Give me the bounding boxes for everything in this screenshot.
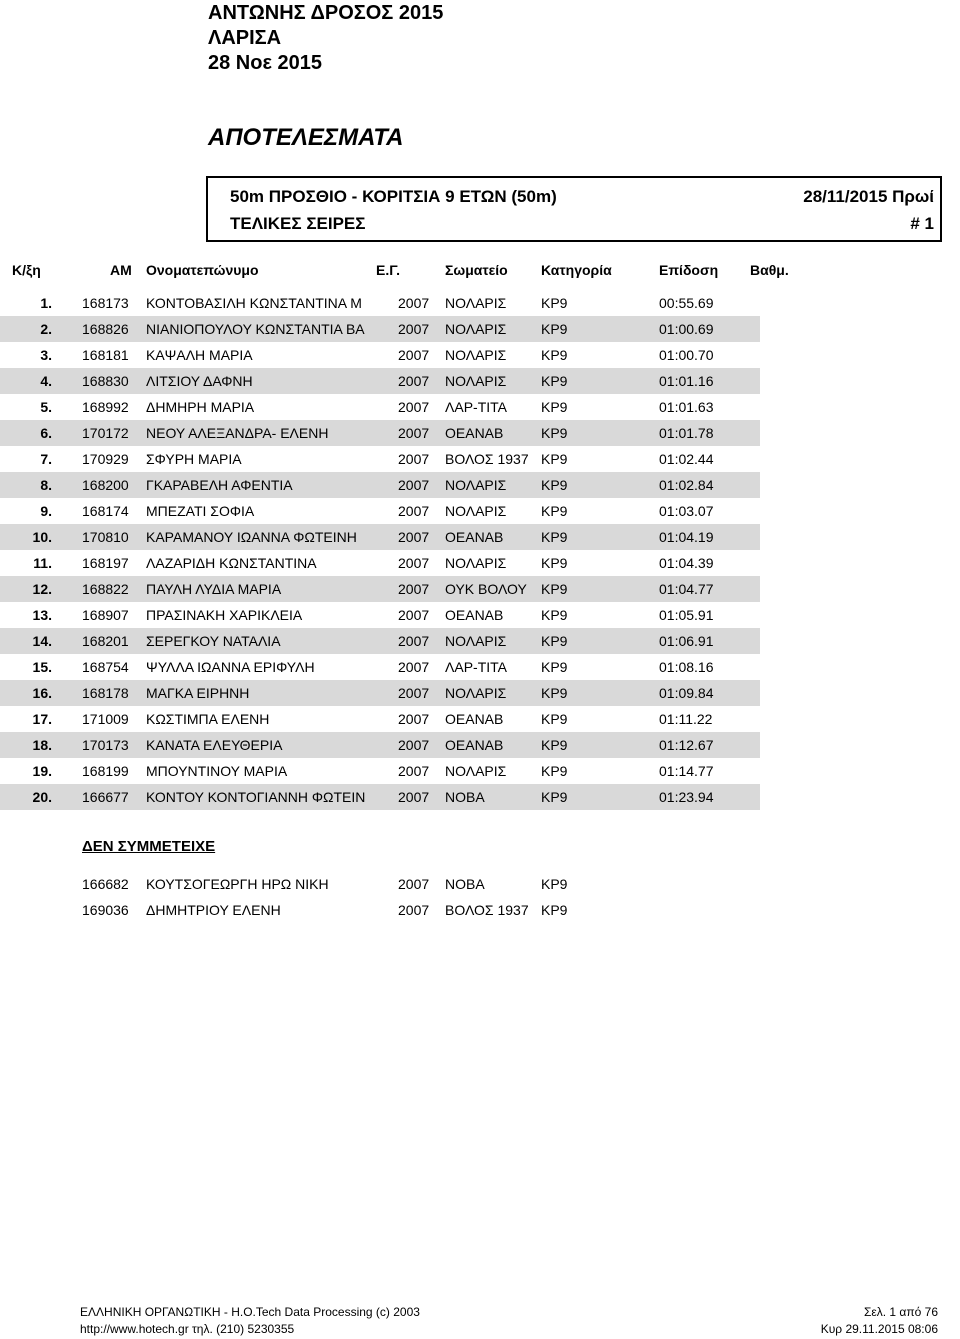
- cell-year: 2007: [398, 659, 430, 675]
- cell-time: 01:04.77: [659, 581, 714, 597]
- dns-row: [0, 897, 960, 923]
- cell-name: ΚΟΥΤΣΟΓΕΩΡΓΗ ΗΡΩ ΝΙΚΗ: [146, 876, 329, 892]
- header-year: Ε.Γ.: [376, 262, 400, 278]
- cell-year: 2007: [398, 876, 430, 892]
- cell-club: ΒΟΛΟΣ 1937: [445, 451, 529, 467]
- cell-cat: ΚΡ9: [541, 763, 568, 779]
- table-row: [0, 654, 960, 680]
- cell-rank: 14.: [32, 633, 52, 649]
- cell-year: 2007: [398, 902, 430, 918]
- table-row: [0, 784, 760, 810]
- cell-name: ΛΙΤΣΙΟΥ ΔΑΦΝΗ: [146, 373, 253, 389]
- cell-time: 01:04.19: [659, 529, 714, 545]
- cell-time: 01:03.07: [659, 503, 714, 519]
- cell-time: 01:02.84: [659, 477, 714, 493]
- cell-cat: ΚΡ9: [541, 711, 568, 727]
- cell-name: ΚΟΝΤΟΒΑΣΙΛΗ ΚΩΝΣΤΑΝΤΙΝΑ Μ: [146, 295, 362, 311]
- table-row: [0, 576, 760, 602]
- cell-am: 168174: [82, 503, 129, 519]
- cell-cat: ΚΡ9: [541, 659, 568, 675]
- cell-name: ΚΑΝΑΤΑ ΕΛΕΥΘΕΡΙΑ: [146, 737, 283, 753]
- cell-cat: ΚΡ9: [541, 876, 568, 892]
- header-points: Βαθμ.: [750, 262, 789, 278]
- cell-am: 168992: [82, 399, 129, 415]
- cell-am: 166677: [82, 789, 129, 805]
- cell-am: 170929: [82, 451, 129, 467]
- cell-club: ΟΕΑΝΑΒ: [445, 425, 504, 441]
- cell-year: 2007: [398, 607, 430, 623]
- cell-name: ΜΠΟΥΝΤΙΝΟΥ ΜΑΡΙΑ: [146, 763, 288, 779]
- cell-club: ΝΟΒΑ: [445, 789, 485, 805]
- cell-rank: 12.: [32, 581, 52, 597]
- cell-time: 01:23.94: [659, 789, 714, 805]
- event-round: ΤΕΛΙΚΕΣ ΣΕΙΡΕΣ: [230, 214, 366, 233]
- cell-rank: 4.: [40, 373, 52, 389]
- header-time: Επίδοση: [659, 262, 719, 278]
- event-name: 50m ΠΡΟΣΘΙΟ - ΚΟΡΙΤΣΙΑ 9 ΕΤΩΝ (50m): [230, 187, 557, 206]
- cell-year: 2007: [398, 295, 430, 311]
- cell-time: 01:04.39: [659, 555, 714, 571]
- cell-name: ΜΠΕΖΑΤΙ ΣΟΦΙΑ: [146, 503, 255, 519]
- cell-time: 01:02.44: [659, 451, 714, 467]
- cell-rank: 6.: [40, 425, 52, 441]
- cell-rank: 10.: [32, 529, 52, 545]
- cell-am: 168181: [82, 347, 129, 363]
- footer-org: ΕΛΛΗΝΙΚΗ ΟΡΓΑΝΩΤΙΚΗ - Η.Ο.Tech Data Processing (c) 2003: [80, 1305, 420, 1319]
- table-row: [0, 316, 760, 342]
- cell-club: ΝΟΛΑΡΙΣ: [445, 295, 507, 311]
- cell-am: 168826: [82, 321, 129, 337]
- cell-name: ΜΑΓΚΑ ΕΙΡΗΝΗ: [146, 685, 250, 701]
- cell-year: 2007: [398, 373, 430, 389]
- cell-rank: 5.: [40, 399, 52, 415]
- table-row: [0, 498, 960, 524]
- cell-year: 2007: [398, 451, 430, 467]
- table-row: [0, 550, 960, 576]
- cell-name: ΣΕΡΕΓΚΟΥ ΝΑΤΑΛΙΑ: [146, 633, 281, 649]
- footer-web: http://www.hotech.gr τηλ. (210) 5230355: [80, 1322, 295, 1336]
- cell-cat: ΚΡ9: [541, 607, 568, 623]
- cell-name: ΝΙΑΝΙΟΠΟΥΛΟΥ ΚΩΝΣΤΑΝΤΙΑ ΒΑ: [146, 321, 365, 337]
- cell-year: 2007: [398, 503, 430, 519]
- cell-year: 2007: [398, 425, 430, 441]
- cell-club: ΟΕΑΝΑΒ: [445, 737, 504, 753]
- cell-club: ΝΟΛΑΡΙΣ: [445, 321, 507, 337]
- cell-am: 168754: [82, 659, 129, 675]
- cell-rank: 17.: [32, 711, 52, 727]
- table-row: [0, 732, 760, 758]
- cell-rank: 20.: [32, 789, 52, 805]
- cell-year: 2007: [398, 477, 430, 493]
- table-row: [0, 602, 960, 628]
- cell-cat: ΚΡ9: [541, 685, 568, 701]
- cell-club: ΝΟΛΑΡΙΣ: [445, 633, 507, 649]
- cell-name: ΚΑΨΑΛΗ ΜΑΡΙΑ: [146, 347, 253, 363]
- cell-time: 00:55.69: [659, 295, 714, 311]
- cell-am: 168907: [82, 607, 129, 623]
- event-number: # 1: [910, 214, 934, 233]
- cell-cat: ΚΡ9: [541, 477, 568, 493]
- cell-time: 01:01.16: [659, 373, 714, 389]
- cell-year: 2007: [398, 529, 430, 545]
- cell-rank: 8.: [40, 477, 52, 493]
- table-row: [0, 368, 760, 394]
- header-club: Σωματείο: [445, 262, 508, 278]
- header-rank: Κ/ξη: [12, 262, 41, 278]
- cell-cat: ΚΡ9: [541, 902, 568, 918]
- cell-year: 2007: [398, 399, 430, 415]
- cell-year: 2007: [398, 633, 430, 649]
- table-row: [0, 420, 760, 446]
- header-name: Ονοματεπώνυμο: [146, 262, 259, 278]
- table-row: [0, 446, 960, 472]
- cell-cat: ΚΡ9: [541, 295, 568, 311]
- cell-name: ΔΗΜΗΤΡΙΟΥ ΕΛΕΝΗ: [146, 902, 281, 918]
- cell-am: 170173: [82, 737, 129, 753]
- cell-rank: 13.: [32, 607, 52, 623]
- table-row: [0, 628, 760, 654]
- cell-time: 01:09.84: [659, 685, 714, 701]
- header-category: Κατηγορία: [541, 262, 612, 278]
- cell-am: 168199: [82, 763, 129, 779]
- cell-name: ΓΚΑΡΑΒΕΛΗ ΑΦΕΝΤΙΑ: [146, 477, 293, 493]
- dns-row: [0, 871, 960, 897]
- cell-year: 2007: [398, 711, 430, 727]
- meet-name: ΑΝΤΩΝΗΣ ΔΡΟΣΟΣ 2015: [208, 2, 444, 24]
- cell-year: 2007: [398, 581, 430, 597]
- footer-page: Σελ. 1 από 76: [863, 1305, 938, 1319]
- cell-rank: 11.: [33, 555, 52, 571]
- cell-cat: ΚΡ9: [541, 399, 568, 415]
- cell-am: 168178: [82, 685, 129, 701]
- cell-am: 168201: [82, 633, 129, 649]
- page-title: ΑΠΟΤΕΛΕΣΜΑΤΑ: [208, 124, 404, 151]
- cell-club: ΒΟΛΟΣ 1937: [445, 902, 529, 918]
- cell-club: ΝΟΛΑΡΙΣ: [445, 555, 507, 571]
- cell-name: ΠΑΥΛΗ ΛΥΔΙΑ ΜΑΡΙΑ: [146, 581, 282, 597]
- cell-cat: ΚΡ9: [541, 321, 568, 337]
- cell-club: ΛΑΡ-ΤΙΤΑ: [445, 659, 507, 675]
- cell-name: ΔΗΜΗΡΗ ΜΑΡΙΑ: [146, 399, 255, 415]
- cell-rank: 15.: [32, 659, 52, 675]
- cell-time: 01:11.22: [659, 711, 713, 727]
- header-am: ΑΜ: [110, 262, 132, 278]
- cell-rank: 2.: [40, 321, 52, 337]
- cell-cat: ΚΡ9: [541, 789, 568, 805]
- cell-year: 2007: [398, 555, 430, 571]
- cell-year: 2007: [398, 789, 430, 805]
- cell-am: 166682: [82, 876, 129, 892]
- cell-club: ΝΟΛΑΡΙΣ: [445, 347, 507, 363]
- table-row: [0, 472, 760, 498]
- table-row: [0, 290, 960, 316]
- cell-am: 168830: [82, 373, 129, 389]
- cell-club: ΝΟΛΑΡΙΣ: [445, 685, 507, 701]
- table-row: [0, 394, 960, 420]
- cell-club: ΝΟΛΑΡΙΣ: [445, 477, 507, 493]
- cell-cat: ΚΡ9: [541, 451, 568, 467]
- cell-name: ΚΑΡΑΜΑΝΟΥ ΙΩΑΝΝΑ ΦΩΤΕΙΝΗ: [146, 529, 357, 545]
- cell-name: ΨΥΛΛΑ ΙΩΑΝΝΑ ΕΡΙΦΥΛΗ: [146, 659, 315, 675]
- cell-am: 168197: [82, 555, 129, 571]
- cell-name: ΝΕΟΥ ΑΛΕΞΑΝΔΡΑ- ΕΛΕΝΗ: [146, 425, 329, 441]
- table-row: [0, 706, 960, 732]
- cell-rank: 7.: [40, 451, 52, 467]
- event-datetime: 28/11/2015 Πρωί: [803, 187, 934, 206]
- cell-time: 01:06.91: [659, 633, 714, 649]
- cell-time: 01:00.70: [659, 347, 714, 363]
- cell-cat: ΚΡ9: [541, 347, 568, 363]
- cell-time: 01:00.69: [659, 321, 714, 337]
- cell-cat: ΚΡ9: [541, 503, 568, 519]
- cell-name: ΚΩΣΤΙΜΠΑ ΕΛΕΝΗ: [146, 711, 270, 727]
- footer-printed: Κυρ 29.11.2015 08:06: [820, 1322, 938, 1336]
- cell-rank: 16.: [32, 685, 52, 701]
- cell-am: 171009: [82, 711, 129, 727]
- cell-club: ΟΕΑΝΑΒ: [445, 711, 504, 727]
- cell-time: 01:08.16: [659, 659, 714, 675]
- cell-club: ΟΕΑΝΑΒ: [445, 607, 504, 623]
- cell-cat: ΚΡ9: [541, 581, 568, 597]
- table-row: [0, 758, 960, 784]
- cell-cat: ΚΡ9: [541, 633, 568, 649]
- cell-club: ΟΥΚ ΒΟΛΟΥ: [445, 581, 527, 597]
- cell-time: 01:01.78: [659, 425, 714, 441]
- cell-am: 170810: [82, 529, 129, 545]
- cell-cat: ΚΡ9: [541, 425, 568, 441]
- cell-cat: ΚΡ9: [541, 737, 568, 753]
- cell-am: 169036: [82, 902, 129, 918]
- cell-cat: ΚΡ9: [541, 373, 568, 389]
- cell-name: ΛΑΖΑΡΙΔΗ ΚΩΝΣΤΑΝΤΙΝΑ: [146, 555, 317, 571]
- cell-am: 170172: [82, 425, 129, 441]
- table-row: [0, 524, 760, 550]
- cell-club: ΝΟΛΑΡΙΣ: [445, 373, 507, 389]
- cell-club: ΝΟΛΑΡΙΣ: [445, 763, 507, 779]
- cell-year: 2007: [398, 737, 430, 753]
- dns-heading: ΔΕΝ ΣΥΜΜΕΤΕΙΧΕ: [82, 838, 216, 855]
- cell-time: 01:12.67: [659, 737, 714, 753]
- cell-name: ΚΟΝΤΟΥ ΚΟΝΤΟΓΙΑΝΝΗ ΦΩΤΕΙΝ: [146, 789, 366, 805]
- cell-am: 168200: [82, 477, 129, 493]
- cell-name: ΣΦΥΡΗ ΜΑΡΙΑ: [146, 451, 242, 467]
- cell-club: ΛΑΡ-ΤΙΤΑ: [445, 399, 507, 415]
- table-row: [0, 680, 760, 706]
- cell-time: 01:05.91: [659, 607, 714, 623]
- cell-year: 2007: [398, 763, 430, 779]
- cell-am: 168173: [82, 295, 129, 311]
- cell-am: 168822: [82, 581, 129, 597]
- cell-club: ΝΟΒΑ: [445, 876, 485, 892]
- cell-rank: 18.: [32, 737, 52, 753]
- cell-year: 2007: [398, 321, 430, 337]
- meet-date: 28 Νοε 2015: [208, 52, 323, 74]
- cell-cat: ΚΡ9: [541, 555, 568, 571]
- cell-rank: 1.: [40, 295, 52, 311]
- cell-year: 2007: [398, 685, 430, 701]
- cell-time: 01:14.77: [659, 763, 714, 779]
- cell-club: ΝΟΛΑΡΙΣ: [445, 503, 507, 519]
- cell-rank: 9.: [40, 503, 52, 519]
- cell-name: ΠΡΑΣΙΝΑΚΗ ΧΑΡΙΚΛΕΙΑ: [146, 607, 303, 623]
- meet-city: ΛΑΡΙΣΑ: [208, 27, 282, 49]
- cell-rank: 19.: [32, 763, 52, 779]
- cell-time: 01:01.63: [659, 399, 714, 415]
- table-row: [0, 342, 960, 368]
- event-box: [206, 176, 942, 242]
- cell-cat: ΚΡ9: [541, 529, 568, 545]
- cell-year: 2007: [398, 347, 430, 363]
- cell-club: ΟΕΑΝΑΒ: [445, 529, 504, 545]
- cell-rank: 3.: [40, 347, 52, 363]
